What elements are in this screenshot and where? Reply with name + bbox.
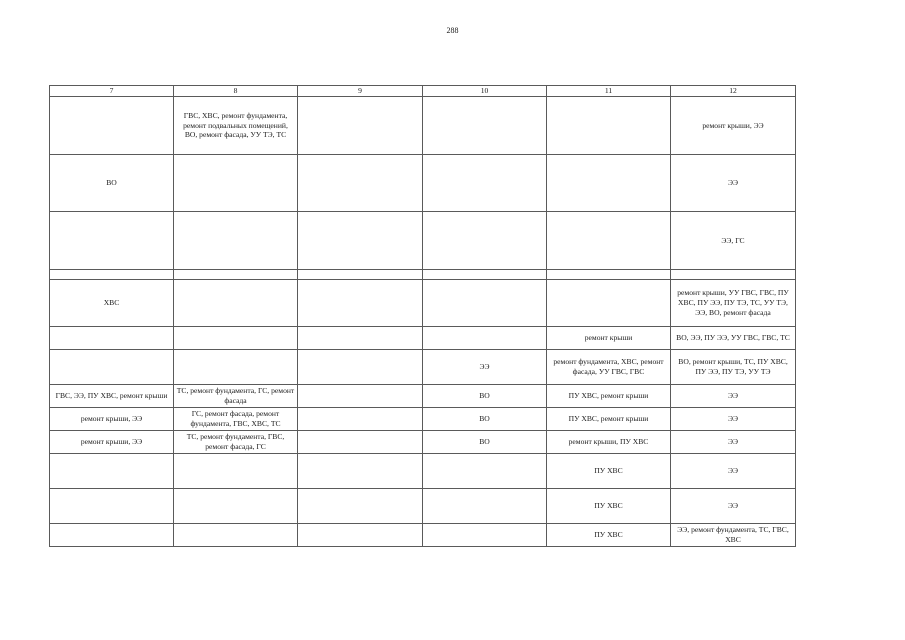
table-cell <box>50 97 174 155</box>
table-cell <box>298 97 423 155</box>
table-cell <box>174 350 298 385</box>
column-header: 12 <box>671 86 796 97</box>
table-cell <box>298 408 423 431</box>
table-cell: ВО, ремонт крыши, ТС, ПУ ХВС, ПУ ЭЭ, ПУ ТЭ, УУ ТЭ <box>671 350 796 385</box>
table-cell: ВО <box>50 155 174 212</box>
table-cell <box>174 270 298 280</box>
table-cell <box>50 212 174 270</box>
table-cell <box>423 270 547 280</box>
table-cell <box>298 270 423 280</box>
table-cell <box>50 489 174 524</box>
table-cell <box>547 212 671 270</box>
table-cell: ВО <box>423 385 547 408</box>
table-cell <box>174 524 298 547</box>
table-cell <box>298 350 423 385</box>
table-row <box>50 327 796 350</box>
table-cell: ремонт крыши, ПУ ХВС <box>547 431 671 454</box>
table-cell: ЭЭ <box>671 489 796 524</box>
table-cell <box>50 454 174 489</box>
table-cell <box>671 270 796 280</box>
table-row <box>50 155 796 212</box>
table-cell: ремонт крыши <box>547 327 671 350</box>
table-cell <box>174 489 298 524</box>
table-cell <box>298 212 423 270</box>
table-cell <box>174 155 298 212</box>
table-row <box>50 97 796 155</box>
table-cell <box>50 327 174 350</box>
column-header: 8 <box>174 86 298 97</box>
table-row <box>50 454 796 489</box>
table-cell <box>547 280 671 327</box>
table-cell <box>298 155 423 212</box>
table-cell <box>298 327 423 350</box>
table-row <box>50 408 796 431</box>
table-cell: ремонт крыши, ЭЭ <box>50 408 174 431</box>
table-cell: ГС, ремонт фасада, ремонт фундамента, ГВС, ХВС, ТС <box>174 408 298 431</box>
table-cell: ЭЭ <box>671 431 796 454</box>
table-cell: ЭЭ <box>671 408 796 431</box>
table-row <box>50 489 796 524</box>
table-cell <box>50 270 174 280</box>
table-cell <box>298 280 423 327</box>
table-cell <box>174 454 298 489</box>
table-cell <box>423 280 547 327</box>
table-row <box>50 270 796 280</box>
table-cell: ЭЭ <box>671 385 796 408</box>
table-cell: ремонт фундамента, ХВС, ремонт фасада, УУ ГВС, ГВС <box>547 350 671 385</box>
works-table <box>49 85 796 547</box>
page-number: 288 <box>446 26 459 35</box>
table-cell: ХВС <box>50 280 174 327</box>
table-cell <box>174 212 298 270</box>
table-cell <box>547 270 671 280</box>
table-cell: ЭЭ <box>671 454 796 489</box>
table-cell <box>423 454 547 489</box>
table-cell: ПУ ХВС <box>547 454 671 489</box>
table-cell: ЭЭ <box>671 155 796 212</box>
table-cell <box>298 524 423 547</box>
table-cell <box>423 212 547 270</box>
table-cell <box>547 97 671 155</box>
table-row <box>50 385 796 408</box>
table-cell: ТС, ремонт фундамента, ГВС, ремонт фасада, ГС <box>174 431 298 454</box>
table-cell: ЭЭ <box>423 350 547 385</box>
table-cell <box>50 524 174 547</box>
table-cell <box>423 524 547 547</box>
table-cell: ремонт крыши, ЭЭ <box>671 97 796 155</box>
table-header-row <box>50 86 796 97</box>
table-cell <box>298 385 423 408</box>
table-cell: ПУ ХВС <box>547 489 671 524</box>
table-cell: ЭЭ, ремонт фундамента, ТС, ГВС, ХВС <box>671 524 796 547</box>
column-header: 7 <box>50 86 174 97</box>
table-row <box>50 280 796 327</box>
column-header: 9 <box>298 86 423 97</box>
table-cell: ВО <box>423 431 547 454</box>
column-header: 11 <box>547 86 671 97</box>
table-row <box>50 212 796 270</box>
table-cell: ПУ ХВС <box>547 524 671 547</box>
column-header: 10 <box>423 86 547 97</box>
table-cell: ЭЭ, ГС <box>671 212 796 270</box>
table-cell: ремонт крыши, ЭЭ <box>50 431 174 454</box>
table-cell: ПУ ХВС, ремонт крыши <box>547 385 671 408</box>
table-cell: ПУ ХВС, ремонт крыши <box>547 408 671 431</box>
table-cell <box>174 327 298 350</box>
table-cell <box>547 155 671 212</box>
table-cell: ГВС, ХВС, ремонт фундамента, ремонт подвальных помещений, ВО, ремонт фасада, УУ ТЭ, ТС <box>174 97 298 155</box>
table-cell <box>298 489 423 524</box>
table-row <box>50 524 796 547</box>
table-cell: ВО, ЭЭ, ПУ ЭЭ, УУ ГВС, ГВС, ТС <box>671 327 796 350</box>
table-cell: ТС, ремонт фундамента, ГС, ремонт фасада <box>174 385 298 408</box>
table-cell: ВО <box>423 408 547 431</box>
table-cell <box>423 155 547 212</box>
table-cell <box>298 431 423 454</box>
table-row <box>50 431 796 454</box>
table-cell: ГВС, ЭЭ, ПУ ХВС, ремонт крыши <box>50 385 174 408</box>
table-cell <box>423 97 547 155</box>
table-cell <box>298 454 423 489</box>
table-cell: ремонт крыши, УУ ГВС, ГВС, ПУ ХВС, ПУ ЭЭ, ПУ ТЭ, ТС, УУ ТЭ, ЭЭ, ВО, ремонт фасада <box>671 280 796 327</box>
table-cell <box>174 280 298 327</box>
table-cell <box>423 327 547 350</box>
table-row <box>50 350 796 385</box>
table-cell <box>50 350 174 385</box>
table-cell <box>423 489 547 524</box>
